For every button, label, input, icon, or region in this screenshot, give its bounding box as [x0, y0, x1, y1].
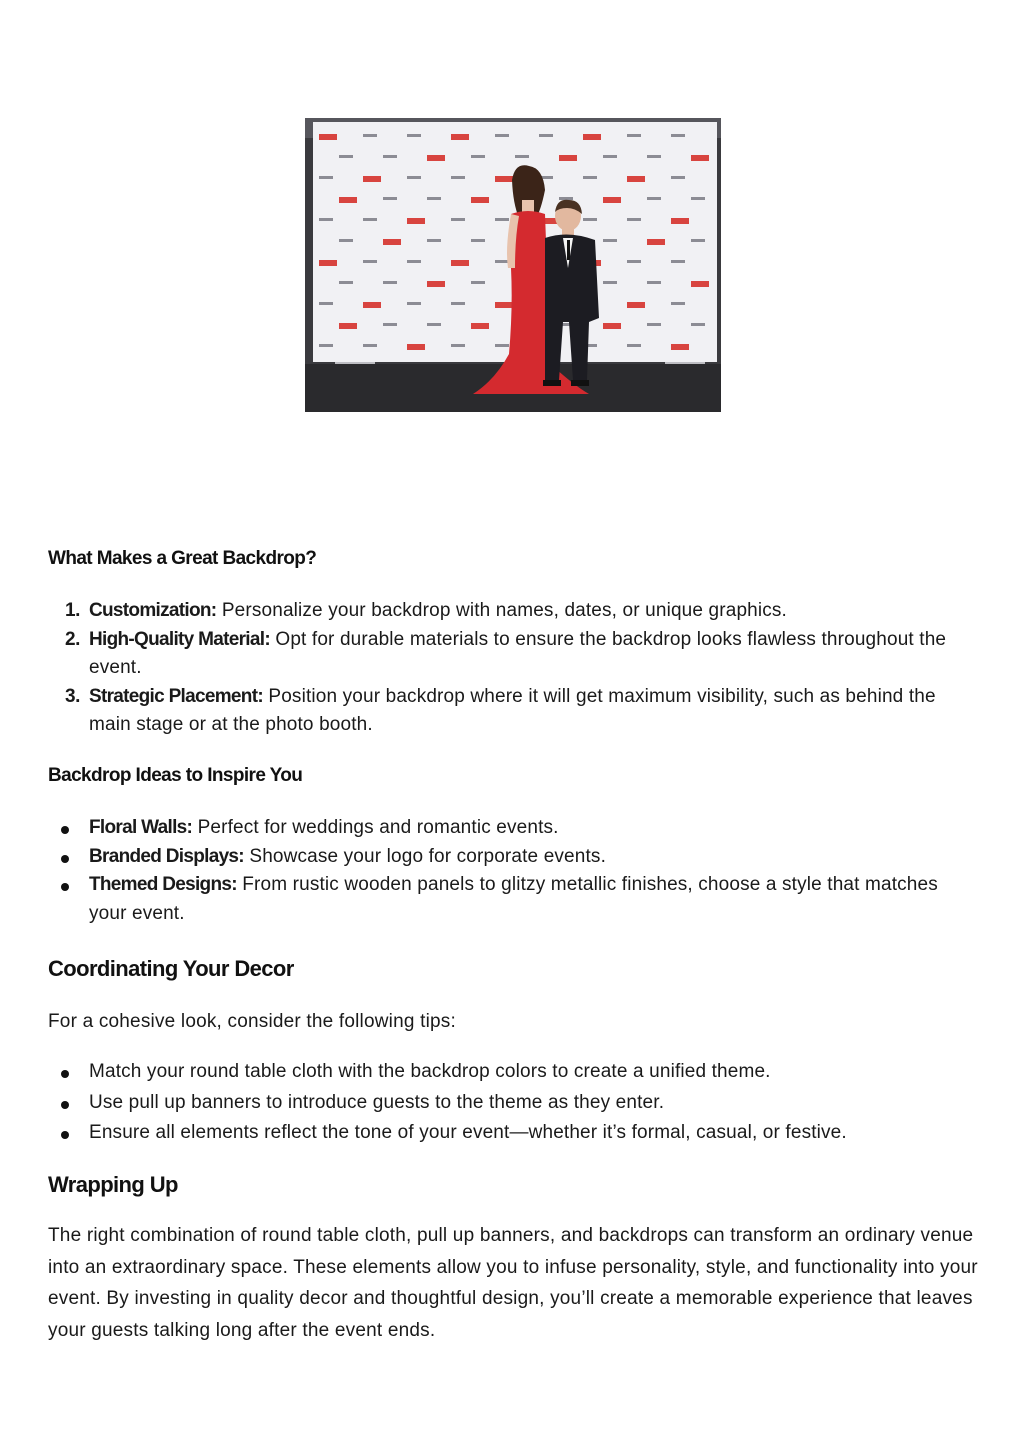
list-number: 1.	[64, 600, 80, 621]
list-item-text: Showcase your logo for corporate events.	[243, 845, 607, 867]
section-heading-backdrop-ideas: Backdrop Ideas to Inspire You	[48, 765, 303, 786]
list-item-text: Ensure all elements reflect the tone of your event—whether it’s formal, casual, or festive.	[89, 1122, 847, 1143]
backdrop-logo-mark	[319, 302, 333, 305]
bullet-icon	[61, 855, 69, 863]
bullet-icon	[61, 826, 69, 834]
event-photo	[305, 118, 721, 412]
list-item	[48, 597, 978, 626]
list-item-text: Opt for durable materials to ensure the backdrop looks flawless throughout the event.	[89, 628, 947, 678]
backdrop-logo-mark	[471, 155, 485, 158]
backdrop-logo-mark	[671, 344, 689, 350]
section-heading-great-backdrop: What Makes a Great Backdrop?	[48, 548, 317, 569]
backdrop-logo-mark	[627, 218, 641, 221]
wrapping-up-paragraph: The right combination of round table cloth, pull up banners, and backdrops can transform an ordinary venue into an extraordinary space. These elements allow you to infuse personality, style, and functionality into your event. By investing in quality decor and thoughtful design, you’ll create a memorable experience that leaves your guests talking long after the event ends.	[48, 1225, 978, 1341]
backdrop-logo-mark	[363, 260, 377, 263]
backdrop-logo-mark	[539, 134, 553, 137]
backdrop-logo-mark	[471, 281, 485, 284]
backdrop-logo-mark	[407, 302, 421, 305]
backdrop-logo-mark	[319, 176, 333, 179]
backdrop-logo-mark	[383, 239, 401, 245]
list-item-text: Match your round table cloth with the backdrop colors to create a unified theme.	[89, 1061, 771, 1082]
backdrop-logo-mark	[627, 344, 641, 347]
list-item-text: Perfect for weddings and romantic events.	[192, 817, 559, 838]
backdrop-logo-mark	[339, 155, 353, 158]
backdrop-logo-mark	[603, 239, 617, 242]
backdrop-logo-mark	[647, 281, 661, 284]
backdrop-logo-mark	[407, 260, 421, 263]
backdrop-logo-mark	[647, 323, 661, 326]
backdrop-logo-mark	[495, 260, 509, 263]
backdrop-logo-mark	[515, 155, 529, 158]
backdrop-logo-mark	[671, 134, 685, 137]
backdrop-logo-mark	[427, 197, 441, 200]
backdrop-logo-mark	[495, 344, 509, 347]
backdrop-logo-mark	[603, 155, 617, 158]
backdrop-logo-mark	[339, 281, 353, 284]
backdrop-logo-mark	[691, 197, 705, 200]
backdrop-logo-mark	[583, 176, 597, 179]
backdrop-logo-mark	[451, 302, 465, 305]
list-item-text: Position your backdrop where it will get maximum visibility, such as behind the main stage or at the photo booth.	[89, 685, 936, 735]
backdrop-logo-mark	[363, 176, 381, 182]
backdrop-logo-mark	[407, 176, 421, 179]
list-item-term: Floral Walls:	[89, 817, 193, 838]
backdrop-logo-mark	[383, 155, 397, 158]
coordinating-intro: For a cohesive look, consider the following tips:	[48, 1011, 456, 1032]
list-item-text: From rustic wooden panels to glitzy metallic finishes, choose a style that matches your event.	[89, 874, 938, 924]
backdrop-logo-mark	[691, 323, 705, 326]
backdrop-logo-mark	[407, 344, 425, 350]
backdrop-logo-mark	[451, 176, 465, 179]
backdrop-logo-mark	[647, 239, 665, 245]
section-heading-coordinating-decor: Coordinating Your Decor	[48, 956, 294, 981]
backdrop-logo-mark	[691, 281, 709, 287]
list-item-term: Branded Displays:	[89, 845, 244, 867]
backdrop-logo-mark	[339, 239, 353, 242]
backdrop-logo-mark	[451, 134, 469, 140]
list-item	[48, 843, 978, 872]
backdrop-logo-mark	[427, 239, 441, 242]
backdrop-logo-mark	[363, 344, 377, 347]
backdrop-logo-mark	[647, 197, 661, 200]
bullet-icon	[61, 883, 69, 891]
backdrop-logo-mark	[471, 323, 489, 329]
backdrop-logo-mark	[603, 197, 621, 203]
list-item-text: Personalize your backdrop with names, dates, or unique graphics.	[216, 600, 787, 621]
backdrop-logo-mark	[671, 302, 685, 305]
backdrop-logo-mark	[691, 155, 709, 161]
backdrop-logo-mark	[339, 323, 357, 329]
list-item-term: Themed Designs:	[89, 874, 237, 895]
backdrop-logo-mark	[383, 281, 397, 284]
backdrop-logo-mark	[319, 260, 337, 266]
backdrop-logo-mark	[671, 176, 685, 179]
backdrop-logo-mark	[495, 302, 513, 308]
list-item	[48, 683, 978, 740]
bullet-icon	[61, 1131, 69, 1139]
backdrop-logo-mark	[559, 197, 573, 200]
backdrop-logo-mark	[451, 218, 465, 221]
backdrop-logo-mark	[627, 176, 645, 182]
backdrop-logo-mark	[363, 134, 377, 137]
backdrop-logo-mark	[495, 176, 513, 182]
list-item	[48, 814, 978, 843]
backdrop-logo-mark	[627, 134, 641, 137]
backdrop-logo-mark	[383, 197, 397, 200]
backdrop-logo-mark	[471, 197, 489, 203]
list-item	[48, 871, 978, 928]
backdrop-logo-mark	[407, 134, 421, 137]
list-number: 2.	[64, 628, 80, 650]
backdrop-logo-mark	[647, 155, 661, 158]
coordinating-tips-list	[48, 1057, 978, 1149]
backdrop-logo-mark	[451, 344, 465, 347]
list-item-term: Strategic Placement:	[89, 685, 263, 707]
backdrop-logo-mark	[627, 302, 645, 308]
backdrop-logo-mark	[559, 155, 577, 161]
backdrop-logo-mark	[495, 218, 509, 221]
backdrop-logo-mark	[363, 302, 381, 308]
list-item-term: High-Quality Material:	[89, 628, 270, 650]
list-number: 3.	[64, 685, 80, 707]
backdrop-logo-mark	[383, 323, 397, 326]
list-item	[48, 1057, 978, 1088]
backdrop-logo-mark	[583, 134, 601, 140]
backdrop-logo-mark	[407, 218, 425, 224]
backdrop-logo-mark	[671, 218, 689, 224]
backdrop-logo-mark	[339, 197, 357, 203]
backdrop-logo-mark	[427, 281, 445, 287]
backdrop-logo-mark	[319, 134, 337, 140]
backdrop-ideas-list	[48, 814, 978, 928]
backdrop-logo-mark	[471, 239, 485, 242]
bullet-icon	[61, 1070, 69, 1078]
list-item-term: Customization:	[89, 600, 217, 621]
backdrop-logo-mark	[583, 218, 597, 221]
backdrop-logo-mark	[427, 155, 445, 161]
backdrop-logo-mark	[427, 323, 441, 326]
backdrop-logo-mark	[603, 281, 617, 284]
backdrop-logo-mark	[319, 344, 333, 347]
backdrop-logo-mark	[495, 134, 509, 137]
backdrop-logo-mark	[363, 218, 377, 221]
bullet-icon	[61, 1101, 69, 1109]
backdrop-logo-mark	[319, 218, 333, 221]
great-backdrop-list	[48, 597, 978, 740]
backdrop-logo-mark	[627, 260, 641, 263]
list-item	[48, 626, 978, 683]
backdrop-logo-mark	[603, 323, 621, 329]
red-carpet-couple-photo-icon	[305, 118, 721, 412]
list-item-text: Use pull up banners to introduce guests to the theme as they enter.	[89, 1091, 665, 1113]
backdrop-logo-mark	[671, 260, 685, 263]
backdrop-logo-mark	[451, 260, 469, 266]
list-item	[48, 1118, 978, 1149]
list-item	[48, 1088, 978, 1119]
backdrop-logo-mark	[691, 239, 705, 242]
section-heading-wrapping-up: Wrapping Up	[48, 1172, 178, 1197]
